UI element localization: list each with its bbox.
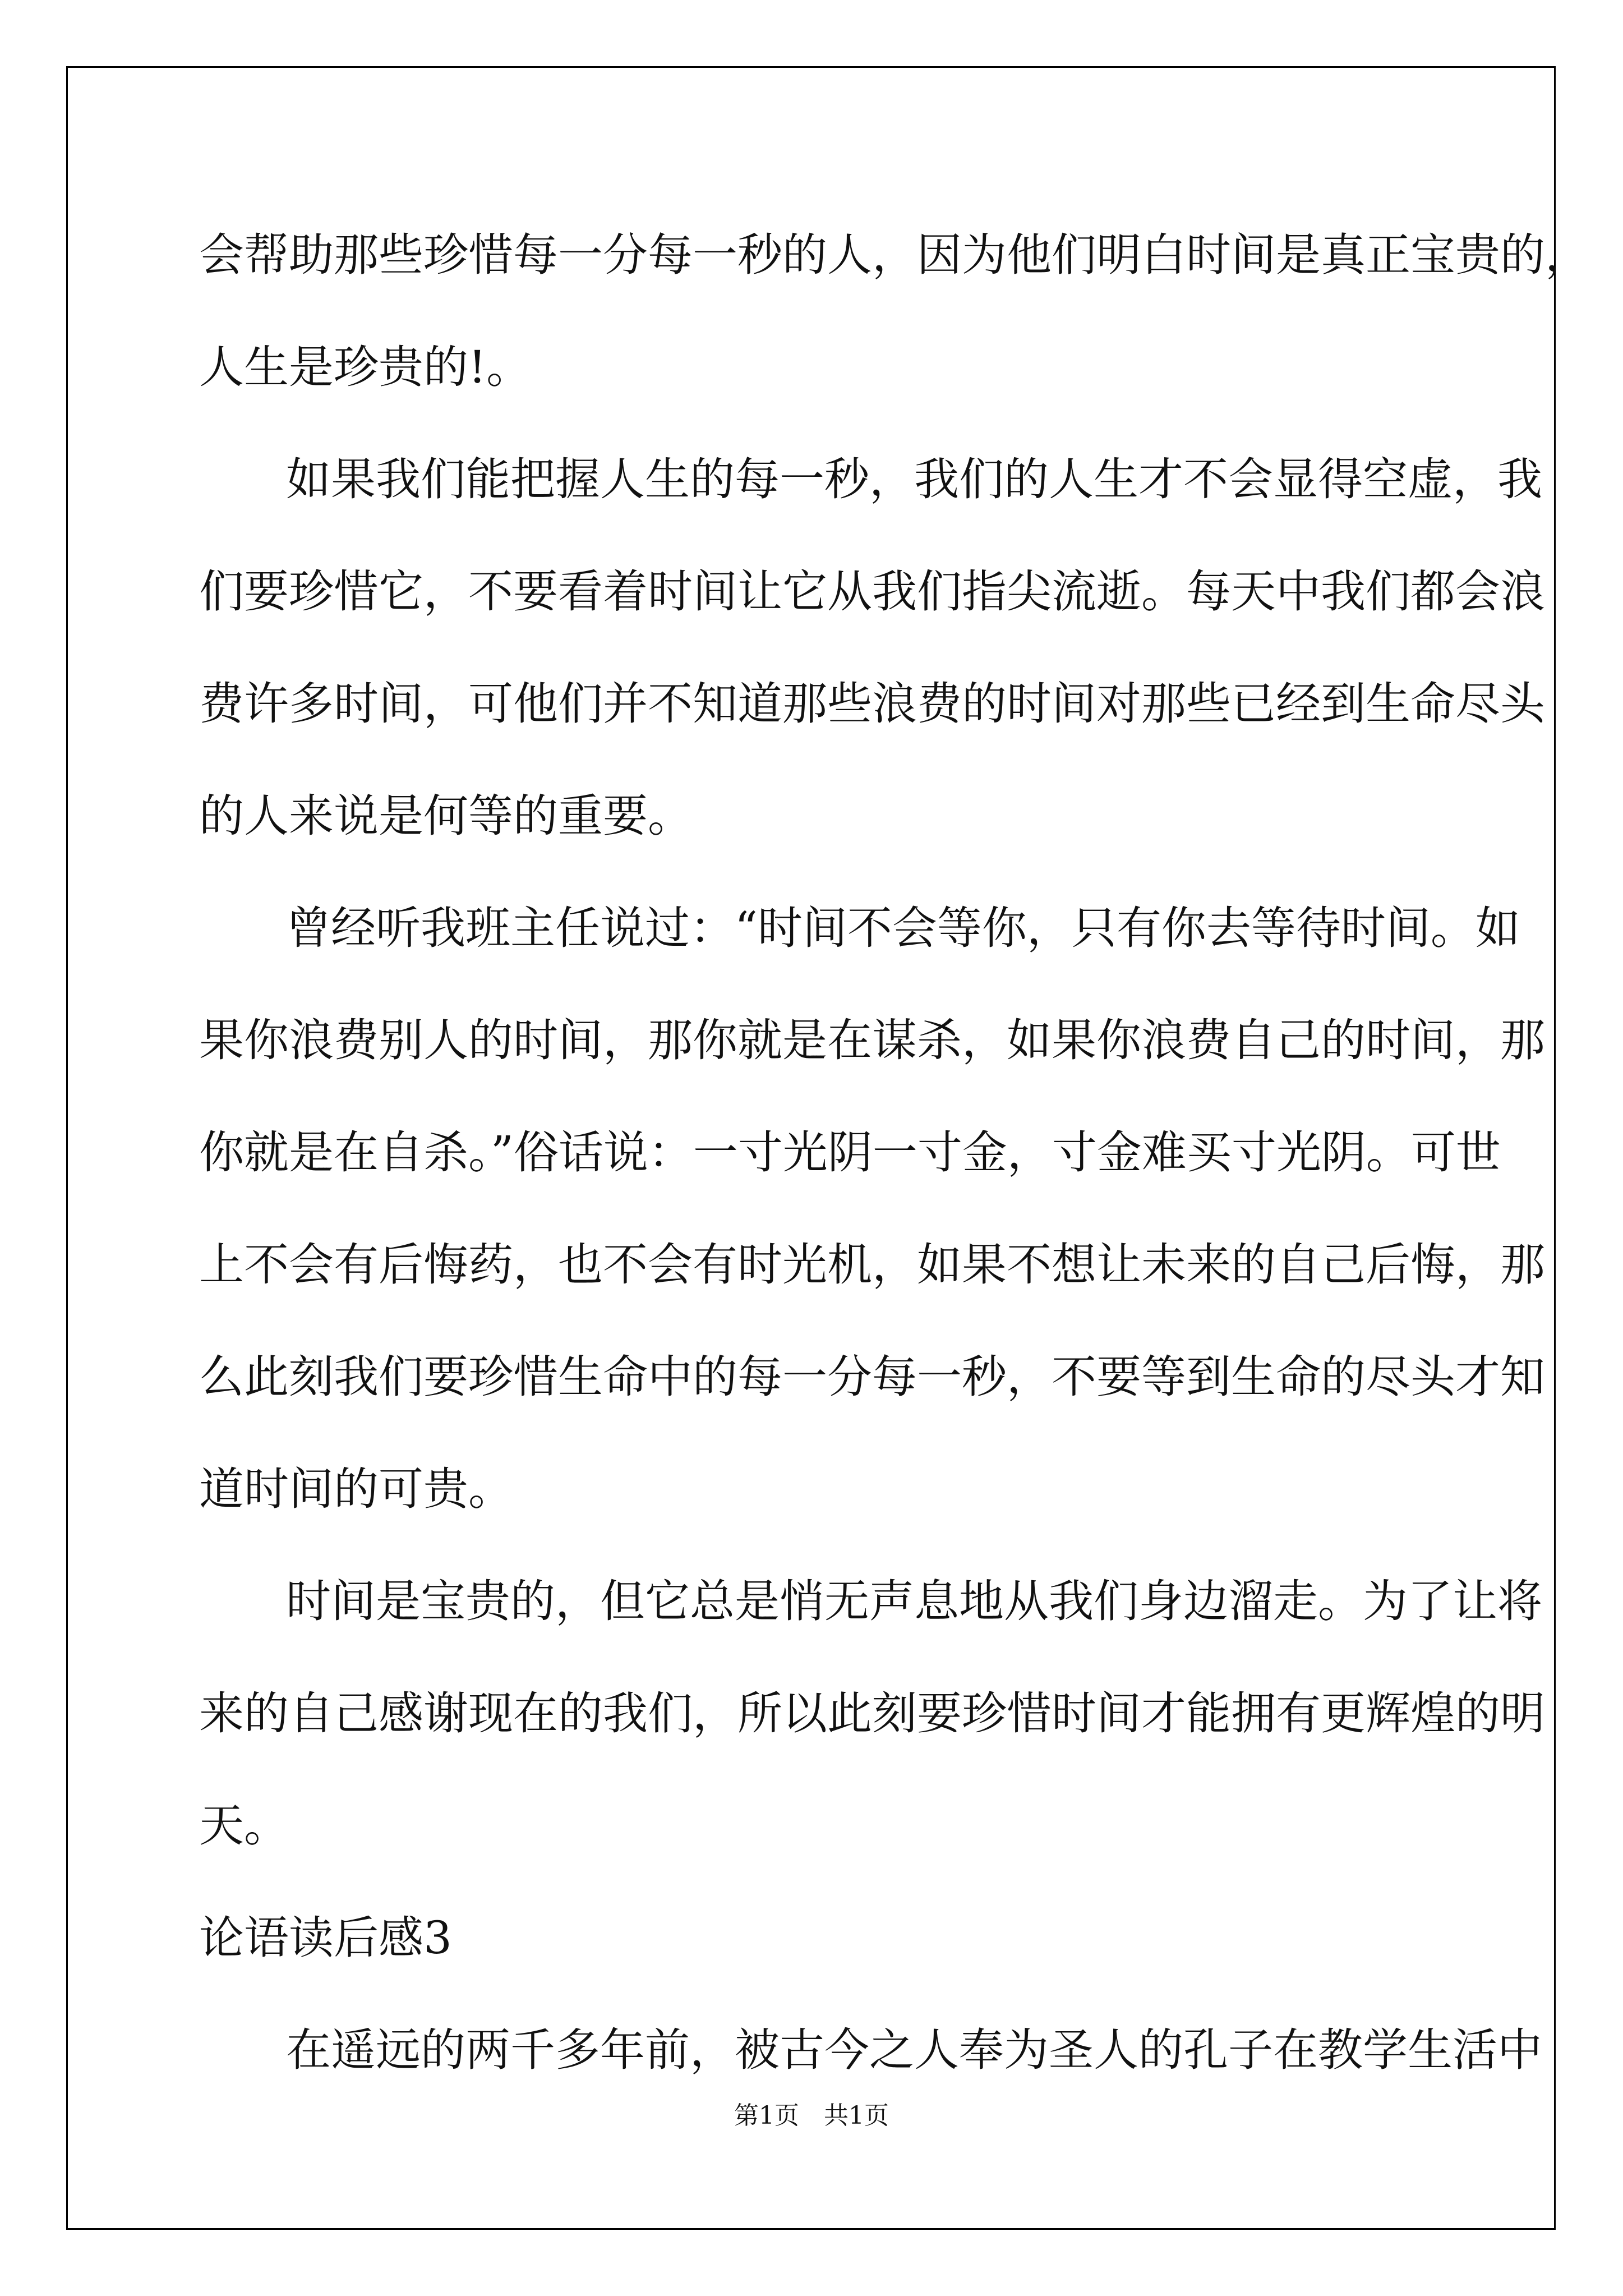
text-line: 时间是宝贵的，但它总是悄无声息地从我们身边溜走。为了让将	[286, 1575, 1542, 1627]
page-footer: 第1页 共1页	[734, 2101, 889, 2130]
text-line: 来的自己感谢现在的我们，所以此刻要珍惜时间才能拥有更辉煌的明	[199, 1687, 1545, 1740]
text-line: 在遥远的两千多年前，被古今之人奉为圣人的孔子在教学生活中	[286, 2024, 1542, 2076]
text-line: 的人来说是何等的重要。	[199, 790, 693, 842]
text-line: 们要珍惜它，不要看着时间让它从我们指尖流逝。每天中我们都会浪	[199, 565, 1545, 618]
section-heading: 论语读后感3	[199, 1912, 452, 1964]
text-line: 上不会有后悔药，也不会有时光机，如果不想让未来的自己后悔，那	[199, 1239, 1545, 1291]
text-line: 费许多时间，可他们并不知道那些浪费的时间对那些已经到生命尽头	[199, 678, 1545, 730]
text-line: 曾经听我班主任说过：“时间不会等你，只有你去等待时间。如	[286, 902, 1520, 954]
text-line: 会帮助那些珍惜每一分每一秒的人，因为他们明白时间是真正宝贵的，	[199, 229, 1590, 281]
text-line: 道时间的可贵。	[199, 1463, 513, 1515]
text-line: 你就是在自杀。”俗话说：一寸光阴一寸金，寸金难买寸光阴。可世	[199, 1126, 1501, 1179]
text-line: 人生是珍贵的!。	[199, 341, 532, 393]
text-line: 么此刻我们要珍惜生命中的每一分每一秒，不要等到生命的尽头才知	[199, 1351, 1545, 1403]
text-line: 如果我们能把握人生的每一秒，我们的人生才不会显得空虚，我	[286, 453, 1542, 505]
text-line: 天。	[199, 1800, 289, 1852]
text-line: 果你浪费别人的时间，那你就是在谋杀，如果你浪费自己的时间，那	[199, 1014, 1545, 1066]
